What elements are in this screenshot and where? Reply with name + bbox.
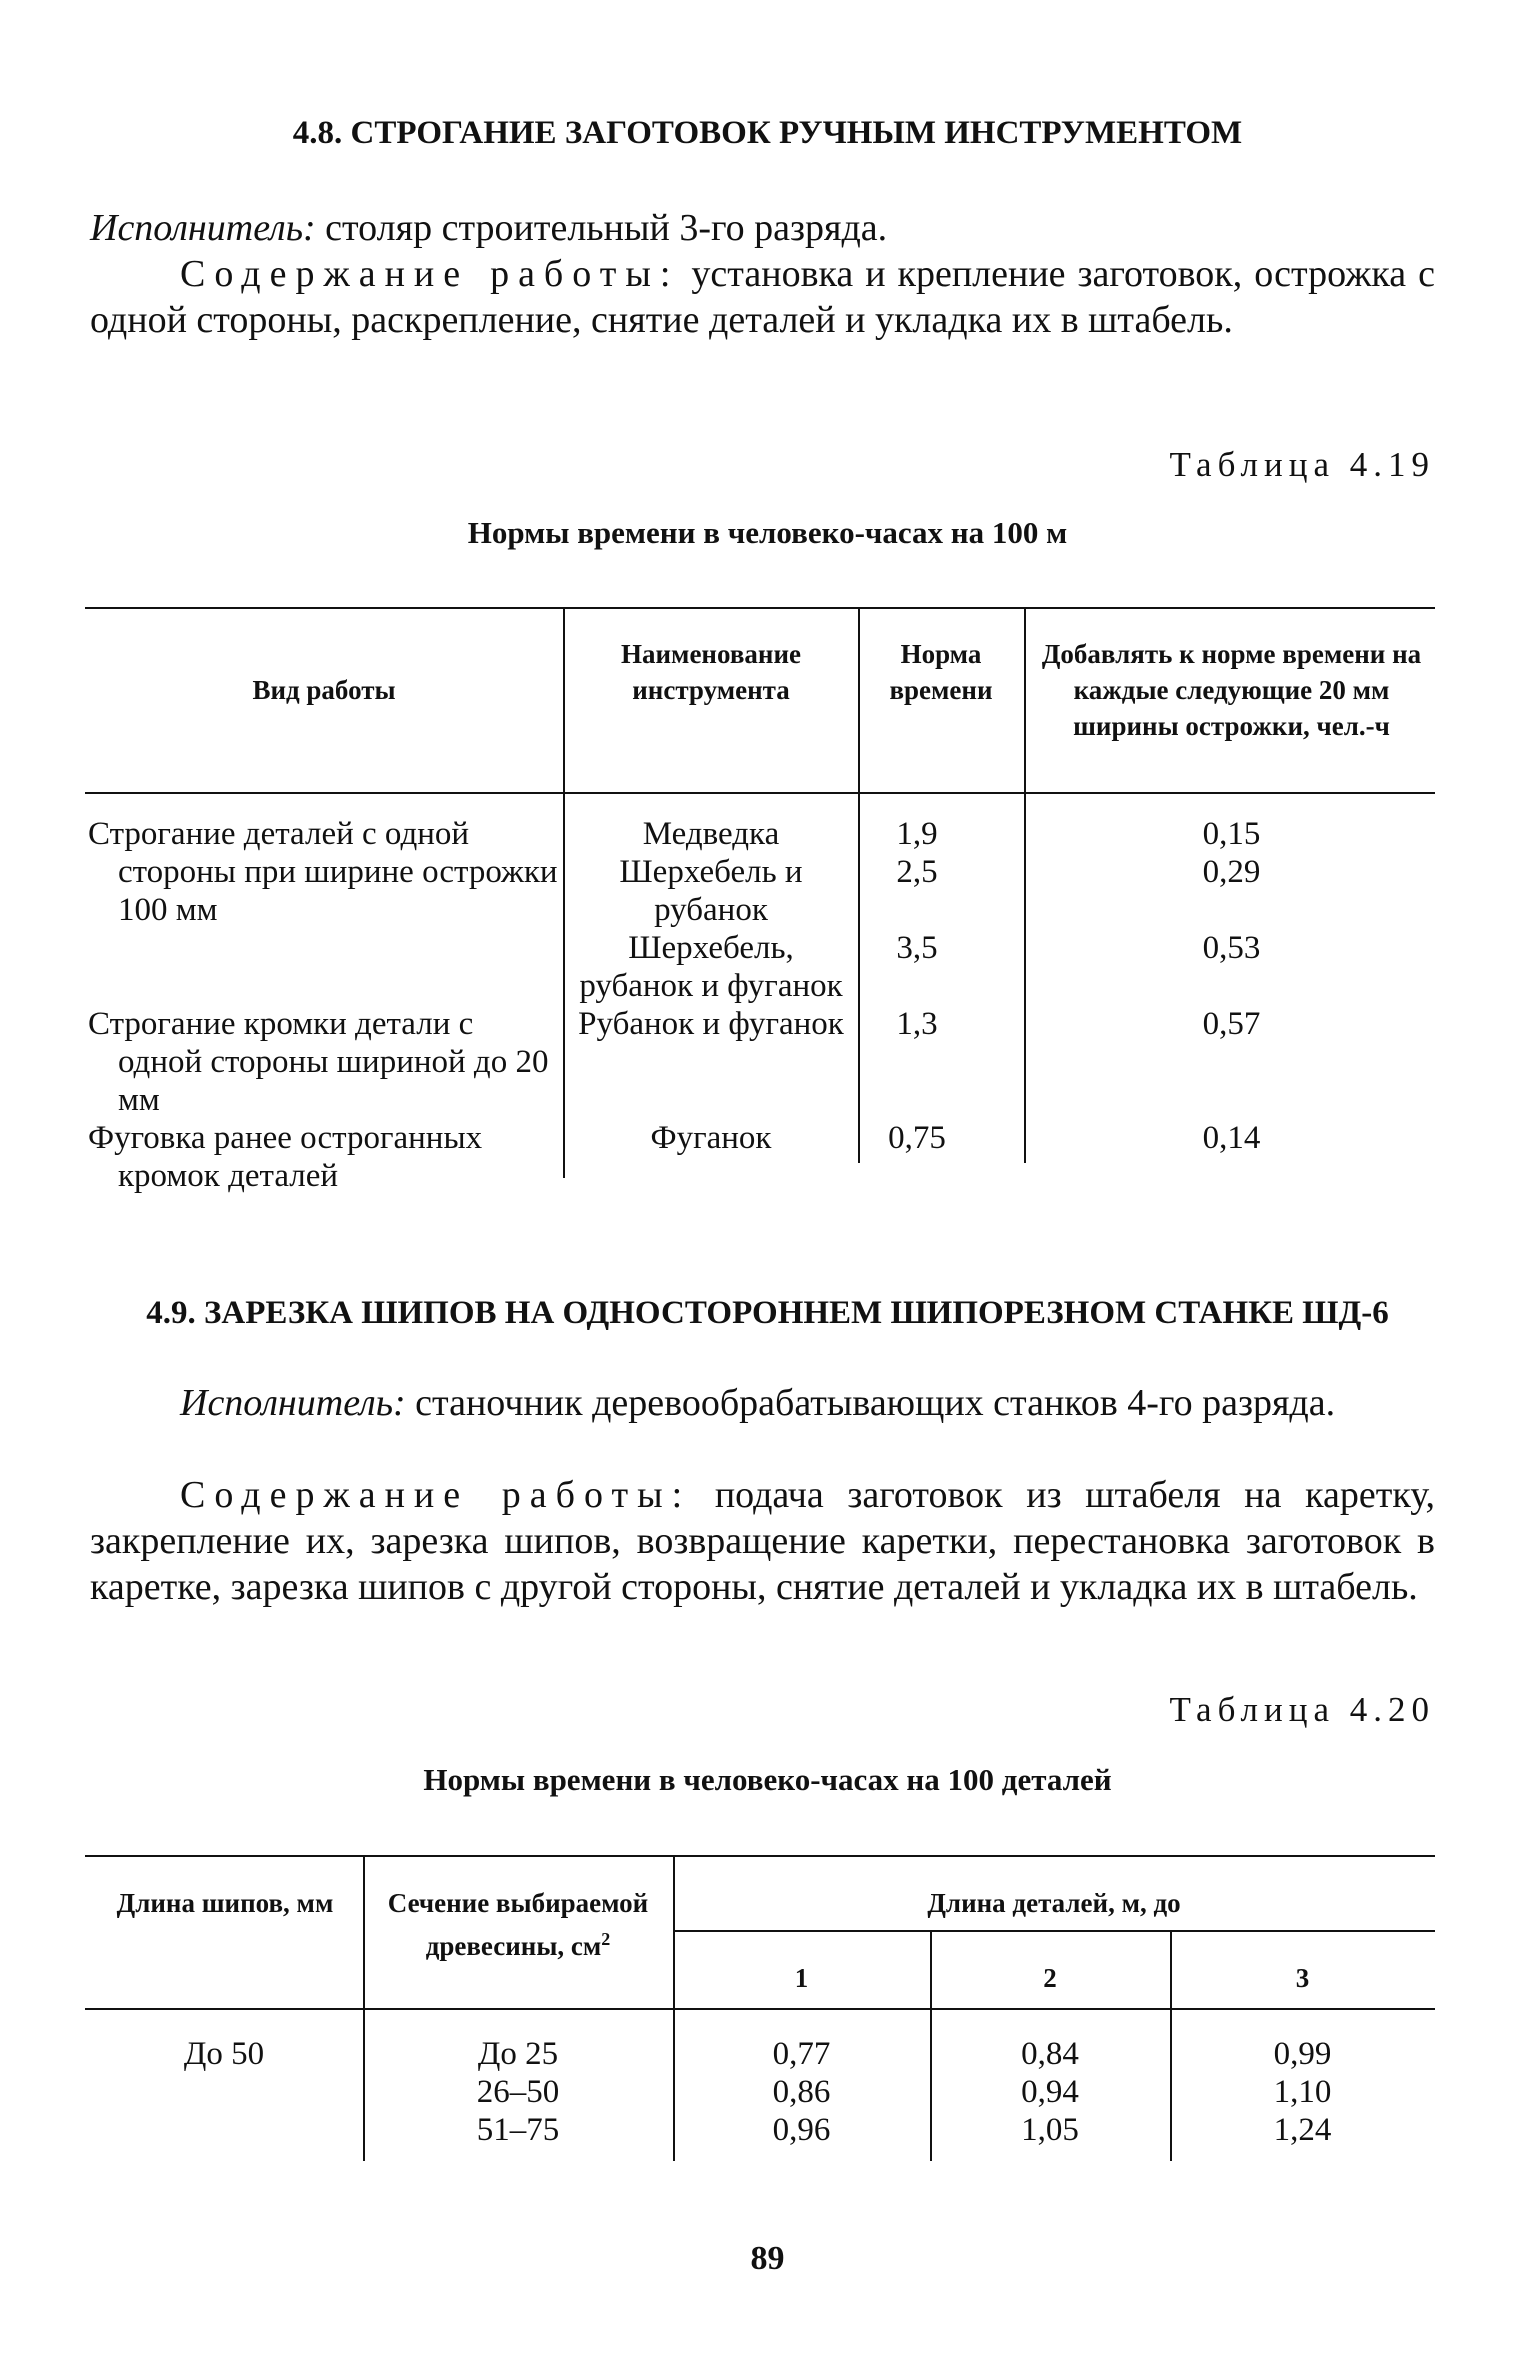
- section-4-9-executor: [90, 1380, 1435, 1426]
- row-1-work-text: Строгание деталей с одной стороны при ширине острожки 100 мм: [88, 816, 558, 928]
- table-4-20-row-1-length: До 50: [183, 2036, 265, 2072]
- table-4-20-header-detail-length: Длина деталей, м, до: [927, 1888, 1181, 1918]
- table-4-19-col-divider-1: [563, 608, 565, 1178]
- table-4-19-row-3-norm: 3,5: [896, 930, 938, 966]
- table-4-20-header-rule: [85, 2008, 1435, 2010]
- table-4-20-title: Нормы времени в человеко-часах на 100 деталей: [423, 1762, 1112, 1797]
- table-4-20-row-2-section: 26–50: [476, 2074, 560, 2110]
- row-4-work-text: Строгание кромки детали с одной стороны шириной до 20 мм: [88, 1006, 549, 1118]
- table-4-19-top-rule: [85, 607, 1435, 609]
- table-4-20-row-3-v2: 1,05: [1021, 2112, 1079, 2148]
- table-4-20-header-col1: 1: [794, 1963, 809, 1993]
- table-4-19-row-1-work: [88, 815, 558, 929]
- table-4-20-row-3-section: 51–75: [476, 2112, 560, 2148]
- table-4-19-row-5-add: 0,14: [1202, 1120, 1261, 1156]
- table-4-20-header-length: Длина шипов, мм: [116, 1888, 334, 1918]
- table-4-20-subheader-rule: [673, 1930, 1435, 1932]
- table-4-20-row-1-v3: 0,99: [1273, 2036, 1332, 2072]
- table-4-19-row-2-add: 0,29: [1202, 854, 1261, 890]
- table-4-20-row-1-section: До 25: [477, 2036, 559, 2072]
- executor-label: Исполнитель:: [90, 207, 316, 249]
- table-4-20-header-section: [373, 1885, 663, 1964]
- content-label-2: Содержание работы:: [180, 1474, 692, 1516]
- table-4-19-row-2-norm: 2,5: [896, 854, 938, 890]
- table-4-20-row-2-v2: 0,94: [1021, 2074, 1079, 2110]
- executor-label-2: Исполнитель:: [180, 1382, 406, 1424]
- table-4-19-row-5-work: [88, 1119, 558, 1195]
- table-4-19-row-4-work: [88, 1005, 558, 1119]
- table-4-19-row-5-norm: 0,75: [888, 1120, 946, 1156]
- executor-text: столяр строительный 3-го разряда.: [315, 207, 888, 249]
- content-text-2: подача заготовок из штабеля на каретку, закрепление их, зарезка шипов, возвращение каретки, перестановка заготовок в каретке, зарезка шипов с другой стороны, снятие деталей и укладка их в штабель.: [90, 1474, 1435, 1608]
- section-4-9-heading: 4.9. ЗАРЕЗКА ШИПОВ НА ОДНОСТОРОННЕМ ШИПОРЕЗНОМ СТАНКЕ ШД-6: [146, 1295, 1389, 1331]
- section-4-8-content: [90, 251, 1435, 343]
- table-4-19-row-4-add: 0,57: [1202, 1006, 1261, 1042]
- table-4-19-row-1-add: 0,15: [1202, 816, 1261, 852]
- table-4-20-top-rule: [85, 1855, 1435, 1857]
- table-4-19-header-tool: Наименование инструмента: [621, 639, 801, 705]
- table-4-20-row-1-v2: 0,84: [1021, 2036, 1079, 2072]
- table-4-20-row-3-v3: 1,24: [1273, 2112, 1332, 2148]
- table-4-20-header-col2: 2: [1043, 1963, 1057, 1993]
- table-4-19-number: Таблица 4.19: [1169, 445, 1435, 484]
- table-4-19-row-2-tool: Шерхебель и рубанок: [619, 854, 803, 928]
- table-4-20-row-2-v1: 0,86: [772, 2074, 831, 2110]
- header-section-text: Сечение выбираемой древесины, см: [387, 1888, 649, 1961]
- table-4-19-row-5-tool: Фуганок: [650, 1120, 772, 1156]
- executor-text-2: станочник деревообрабатывающих станков 4-го разряда.: [405, 1382, 1336, 1424]
- table-4-19-row-1-tool: Медведка: [642, 816, 780, 852]
- content-label: Содержание работы:: [180, 253, 680, 295]
- table-4-19-header-norm: Норма времени: [889, 639, 993, 705]
- header-section-sup: 2: [601, 1929, 611, 1949]
- table-4-19-col-divider-3: [1024, 608, 1026, 1163]
- table-4-20-number: Таблица 4.20: [1169, 1690, 1435, 1729]
- table-4-20-row-3-v1: 0,96: [772, 2112, 831, 2148]
- table-4-19-row-3-tool: Шерхебель, рубанок и фуганок: [579, 930, 843, 1004]
- table-4-19-col-divider-2: [858, 608, 860, 1163]
- table-4-19-header-work: Вид работы: [252, 675, 396, 705]
- section-4-8-executor: [90, 205, 1435, 251]
- table-4-19-title: Нормы времени в человеко-часах на 100 м: [467, 515, 1068, 550]
- section-4-8-heading: 4.8. СТРОГАНИЕ ЗАГОТОВОК РУЧНЫМ ИНСТРУМЕНТОМ: [292, 115, 1243, 151]
- table-4-20-header-col3: 3: [1295, 1963, 1310, 1993]
- table-4-19-row-1-norm: 1,9: [896, 816, 938, 852]
- table-4-19-header-rule: [85, 792, 1435, 794]
- table-4-19-header-add: Добавлять к норме времени на каждые следующие 20 мм ширины острожки, чел.-ч: [1041, 639, 1422, 741]
- table-4-19-row-3-add: 0,53: [1202, 930, 1261, 966]
- table-4-19-row-4-tool: Рубанок и фуганок: [578, 1006, 844, 1042]
- table-4-19-row-4-norm: 1,3: [896, 1006, 938, 1042]
- section-4-9-content: [90, 1472, 1435, 1610]
- table-4-20-row-2-v3: 1,10: [1273, 2074, 1332, 2110]
- row-5-work-text: Фуговка ранее остроганных кромок деталей: [88, 1120, 483, 1194]
- content-text: установка и крепление заготовок, острожка с одной стороны, раскрепление, снятие деталей и укладка их в штабель.: [90, 253, 1435, 341]
- table-4-20-row-1-v1: 0,77: [772, 2036, 831, 2072]
- page-number: 89: [750, 2240, 785, 2277]
